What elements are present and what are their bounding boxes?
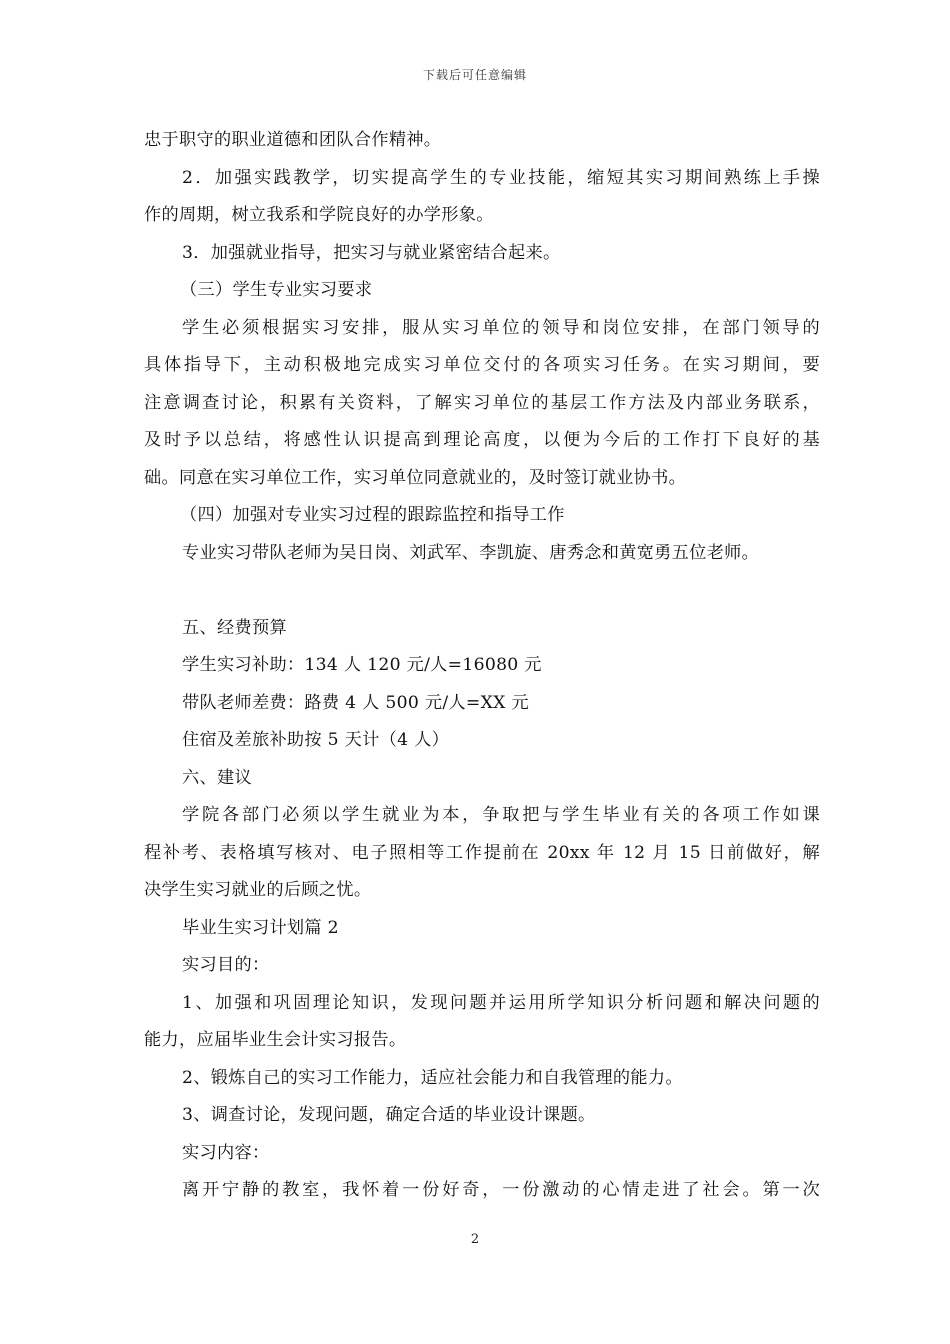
paragraph-line: 注意调查讨论，积累有关资料，了解实习单位的基层工作方法及内部业务联系， <box>144 392 820 413</box>
paragraph-line: 能力，应届毕业生会计实习报告。 <box>144 1030 407 1050</box>
blank-line <box>144 572 820 610</box>
paragraph-line: 离开宁静的教室，我怀着一份好奇，一份激动的心情走进了社会。第一次 <box>182 1180 820 1200</box>
section-heading: 毕业生实习计划篇 2 <box>182 917 339 938</box>
paragraph-line: 忠于职守的职业道德和团队合作精神。 <box>144 130 442 150</box>
paragraph-line: 实习内容： <box>182 1142 270 1163</box>
section-heading: （三）学生专业实习要求 <box>180 280 373 300</box>
paragraph-line: 具体指导下，主动积极地完成实习单位交付的各项实习任务。在实习期间，要 <box>144 355 820 375</box>
paragraph-line: 作的周期，树立我系和学院良好的办学形象。 <box>144 205 494 225</box>
document-body <box>144 122 820 1210</box>
page-number: 2 <box>470 1232 480 1247</box>
paragraph-line: 带队老师差费：路费 4 人 500 元/人=XX 元 <box>182 692 529 713</box>
section-heading: 五、经费预算 <box>182 617 287 638</box>
paragraph-line: 3．加强就业指导，把实习与就业紧密结合起来。 <box>182 242 561 263</box>
paragraph-line: 2、锻炼自己的实习工作能力，适应社会能力和自我管理的能力。 <box>182 1067 683 1088</box>
paragraph-line: 决学生实习就业的后顾之忧。 <box>144 880 372 900</box>
paragraph-line: 实习目的： <box>182 955 270 975</box>
paragraph-line: 专业实习带队老师为吴日岗、刘武军、李凯旋、唐秀念和黄宽勇五位老师。 <box>182 542 760 563</box>
paragraph-line: 学生必须根据实习安排，服从实习单位的领导和岗位安排，在部门领导的 <box>182 317 820 338</box>
paragraph-line: 2．加强实践教学，切实提高学生的专业技能，缩短其实习期间熟练上手操 <box>182 167 820 188</box>
paragraph-line: 及时予以总结，将感性认识提高到理论高度，以便为今后的工作打下良好的基 <box>144 430 820 450</box>
paragraph-line: 住宿及差旅补助按 5 天计（4 人） <box>182 730 450 750</box>
paragraph-line: 学生实习补助：134 人 120 元/人=16080 元 <box>182 655 542 675</box>
paragraph-line: 3、调查讨论，发现问题，确定合适的毕业设计课题。 <box>182 1105 596 1125</box>
section-heading: （四）加强对专业实习过程的跟踪监控和指导工作 <box>180 505 565 525</box>
paragraph-line: 程补考、表格填写核对、电子照相等工作提前在 20xx 年 12 月 15 日前做好，解 <box>144 842 820 863</box>
page-header: 下载后可任意编辑 <box>422 68 527 82</box>
section-heading: 六、建议 <box>182 767 252 788</box>
paragraph-line: 学院各部门必须以学生就业为本，争取把与学生毕业有关的各项工作如课 <box>182 805 820 825</box>
paragraph-line: 1、加强和巩固理论知识，发现问题并运用所学知识分析问题和解决问题的 <box>182 992 820 1013</box>
paragraph-line: 础。同意在实习单位工作，实习单位同意就业的，及时签订就业协书。 <box>144 467 687 488</box>
